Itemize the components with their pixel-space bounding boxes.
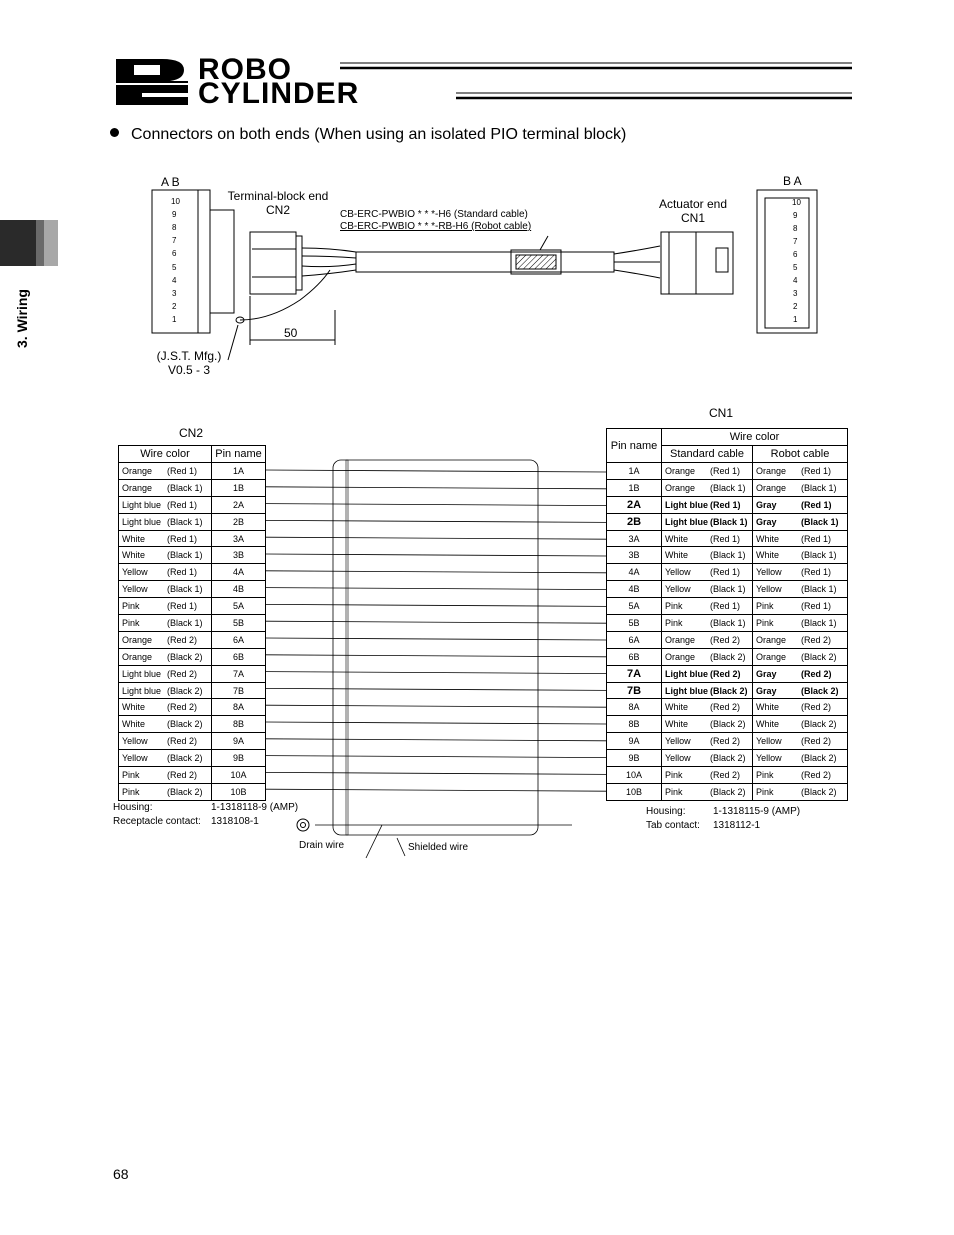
wire-line [266, 655, 606, 657]
wire-color-tag: (Black 2) [167, 786, 203, 797]
wire-color-tag: (Black 1) [801, 584, 837, 595]
cn2-contact-value: 1318108-1 [211, 816, 259, 827]
wire-color-tag: (Red 1) [801, 499, 832, 510]
right-pin-1: 1 [793, 315, 798, 324]
shielded-wire-label: Shielded wire [408, 842, 469, 853]
cn1-housing-label: Housing: [646, 806, 686, 817]
wire-color-tag: (Red 1) [710, 533, 741, 544]
wire-line [266, 571, 606, 573]
right-pin-4: 4 [793, 276, 798, 285]
wire-color-tag: (Red 1) [710, 567, 741, 578]
wire-color-name: Yellow [122, 736, 148, 747]
wire-color-tag: (Black 1) [801, 516, 839, 527]
cn1-pin-name: 1A [607, 463, 662, 480]
cn2-pin-name: 3A [212, 530, 266, 547]
wire-color-name: Gray [756, 499, 777, 510]
left-pin-6: 6 [172, 249, 177, 258]
wire-color-tag: (Black 2) [710, 753, 746, 764]
wire-color-tag: (Red 1) [801, 601, 832, 612]
wire-color-name: Yellow [122, 753, 148, 764]
wire-color-name: Light blue [665, 516, 708, 527]
wire-color-name: White [122, 702, 146, 713]
wire-line [266, 621, 606, 623]
cn1-housing-value: 1-1318115-9 (AMP) [713, 806, 801, 817]
wire-color-name: White [665, 719, 689, 730]
wire-color-tag: (Red 1) [801, 533, 832, 544]
wire-color-tag: (Red 2) [801, 736, 832, 747]
wire-color-name: Light blue [122, 499, 162, 510]
cn1-pin-name: 10A [607, 767, 662, 784]
wire-line [266, 504, 606, 506]
wire-color-name: Pink [665, 786, 683, 797]
wire-color-name: White [756, 533, 780, 544]
wire-color-name: Pink [665, 769, 683, 780]
wire-color-tag: (Red 2) [801, 668, 832, 679]
wire-color-tag: (Red 1) [167, 601, 198, 612]
wire-color-tag: (Black 1) [167, 516, 203, 527]
cn2-header-pin-name: Pin name [212, 446, 266, 463]
wire-color-tag: (Red 2) [710, 736, 741, 747]
terminal-end-line-2: CN2 [265, 203, 290, 217]
wire-color-name: Yellow [756, 753, 782, 764]
wire-line [266, 722, 606, 724]
wire-color-name: White [756, 702, 780, 713]
wire-line [266, 604, 606, 606]
wire-color-name: Pink [756, 786, 774, 797]
wire-color-name: Yellow [122, 584, 148, 595]
wire-color-tag: (Black 2) [801, 753, 837, 764]
wire-line [266, 588, 606, 590]
page-number: 68 [113, 1166, 129, 1182]
drain-wire-label: Drain wire [299, 840, 345, 851]
wire-color-tag: (Black 2) [801, 786, 837, 797]
terminal-end-line-1: Terminal-block end [227, 189, 329, 203]
wire-line [266, 672, 606, 674]
wire-line [266, 756, 606, 758]
wire-color-name: Light blue [665, 685, 708, 696]
cn2-pin-name: 4A [212, 564, 266, 581]
dimension-value: 50 [284, 326, 298, 340]
wire-color-tag: (Red 2) [167, 769, 198, 780]
wire-color-name: Orange [756, 465, 787, 476]
shielded-wire-leader [397, 838, 405, 856]
wire-color-name: White [756, 719, 780, 730]
wire-color-tag: (Black 1) [710, 584, 746, 595]
wire-color-tag: (Red 2) [710, 702, 741, 713]
wire-color-name: White [122, 550, 146, 561]
drain-wire-leader [366, 825, 382, 858]
jst-line-2: V0.5 - 3 [167, 363, 211, 377]
cn2-pin-name: 9B [212, 750, 266, 767]
wire-color-tag: (Red 1) [710, 465, 741, 476]
wire-color-tag: (Black 2) [167, 651, 203, 662]
cn1-pin-name: 6B [607, 648, 662, 665]
cn2-pin-name: 2A [212, 496, 266, 513]
wire-color-tag: (Black 2) [710, 651, 746, 662]
wire-color-name: Orange [665, 465, 696, 476]
wire-color-tag: (Red 1) [710, 601, 741, 612]
wire-color-tag: (Red 1) [801, 465, 832, 476]
wire-color-name: Orange [122, 634, 153, 645]
wire-color-name: Yellow [122, 567, 148, 578]
cn1-header-robot: Robot cable [753, 446, 848, 463]
wire-color-tag: (Red 2) [710, 769, 741, 780]
wire-color-name: Light blue [122, 668, 162, 679]
cn2-pin-name: 10B [212, 783, 266, 800]
cn2-pin-name: 1B [212, 479, 266, 496]
wire-line [266, 789, 606, 791]
cn1-pin-name: 9A [607, 733, 662, 750]
cn2-housing-label: Housing: [113, 802, 153, 813]
wire-color-tag: (Red 2) [167, 668, 198, 679]
wire-color-tag: (Black 2) [167, 753, 203, 764]
wire-color-tag: (Black 1) [710, 482, 746, 493]
wire-color-name: Yellow [665, 736, 691, 747]
wire-color-name: Yellow [665, 567, 691, 578]
wire-color-name: White [665, 550, 689, 561]
cn1-header-pin-name: Pin name [607, 429, 662, 463]
wire-color-tag: (Red 2) [710, 668, 741, 679]
right-pin-9: 9 [793, 211, 798, 220]
cn1-header-wire-color: Wire color [662, 429, 848, 446]
cn1-pin-name: 7B [607, 682, 662, 699]
wire-color-name: White [665, 702, 689, 713]
wire-color-name: Yellow [756, 736, 782, 747]
right-pin-8: 8 [793, 224, 798, 233]
actuator-end-line-2: CN1 [680, 211, 705, 225]
wire-color-name: Light blue [122, 516, 162, 527]
wire-color-name: Orange [756, 482, 787, 493]
wire-color-tag: (Black 2) [710, 786, 746, 797]
wire-color-tag: (Red 2) [167, 702, 198, 713]
wire-line [266, 772, 606, 774]
cn1-header-standard: Standard cable [662, 446, 753, 463]
cn2-pin-name: 5A [212, 598, 266, 615]
logo-line-2: CYLINDER [198, 77, 360, 110]
wire-color-tag: (Black 1) [710, 516, 748, 527]
wire-line [266, 487, 606, 489]
wire-color-name: White [756, 550, 780, 561]
wire-color-name: Orange [122, 651, 153, 662]
wire-color-tag: (Black 1) [801, 617, 837, 628]
cn1-pin-name: 8A [607, 699, 662, 716]
wire-color-name: Light blue [122, 685, 162, 696]
shield-inner-line [346, 460, 348, 835]
cable-robot-label: CB-ERC-PWBIO * * *-RB-H6 (Robot cable) [340, 221, 532, 232]
cn1-pin-name: 3A [607, 530, 662, 547]
wire-line [266, 638, 606, 640]
wire-color-name: Pink [122, 617, 140, 628]
wire-color-tag: (Red 1) [801, 567, 832, 578]
cn1-pin-name: 8B [607, 716, 662, 733]
wire-color-tag: (Black 1) [167, 584, 203, 595]
wire-color-name: Pink [756, 601, 774, 612]
cn1-pin-name: 2B [607, 513, 662, 530]
wire-color-tag: (Black 1) [167, 550, 203, 561]
cn1-contact-value: 1318112-1 [713, 820, 761, 831]
wire-color-name: Orange [756, 651, 787, 662]
cn1-pin-name: 1B [607, 479, 662, 496]
wire-line [266, 705, 606, 707]
right-pin-10: 10 [792, 198, 801, 207]
wire-color-name: Orange [665, 482, 696, 493]
cn1-pin-name: 9B [607, 750, 662, 767]
wire-color-tag: (Red 1) [167, 533, 198, 544]
cn1-pin-name: 4A [607, 564, 662, 581]
cn2-pin-name: 8B [212, 716, 266, 733]
wire-line [266, 554, 606, 556]
right-pin-6: 6 [793, 250, 798, 259]
wire-color-name: Yellow [665, 584, 691, 595]
cn2-pin-name: 1A [212, 463, 266, 480]
right-pin-3: 3 [793, 289, 798, 298]
wire-color-tag: (Red 1) [167, 499, 198, 510]
cn2-pin-name: 6B [212, 648, 266, 665]
wire-color-name: Pink [122, 786, 140, 797]
wire-color-name: Pink [756, 617, 774, 628]
left-pin-5: 5 [172, 263, 177, 272]
left-pin-9: 9 [172, 210, 177, 219]
wire-color-name: White [122, 533, 146, 544]
cn2-housing-value: 1-1318118-9 (AMP) [211, 802, 299, 813]
cn1-contact-label: Tab contact: [646, 820, 700, 831]
wire-color-tag: (Red 2) [167, 736, 198, 747]
wire-color-name: Gray [756, 516, 777, 527]
drain-ring-terminal-icon [297, 819, 309, 831]
wire-color-tag: (Black 1) [167, 617, 203, 628]
left-pin-4: 4 [172, 276, 177, 285]
cn2-pin-name: 7B [212, 682, 266, 699]
wire-color-tag: (Red 1) [167, 465, 198, 476]
cn2-pin-name: 6A [212, 631, 266, 648]
left-pin-1: 1 [172, 315, 177, 324]
left-pin-2: 2 [172, 302, 177, 311]
wire-color-name: Pink [122, 769, 140, 780]
wire-color-tag: (Black 1) [167, 482, 203, 493]
wire-line [266, 470, 606, 472]
wire-color-name: Orange [122, 465, 153, 476]
wire-color-tag: (Red 2) [801, 769, 832, 780]
left-connector-ab-label: A B [161, 175, 180, 189]
cn1-pin-name: 5A [607, 598, 662, 615]
cn2-pin-name: 2B [212, 513, 266, 530]
left-pin-3: 3 [172, 289, 177, 298]
wire-color-tag: (Red 2) [167, 634, 198, 645]
cn2-pin-name: 9A [212, 733, 266, 750]
wire-color-tag: (Black 1) [710, 617, 746, 628]
right-connector-ba-label: B A [783, 174, 802, 188]
wire-line [266, 537, 606, 539]
cn1-pin-name: 3B [607, 547, 662, 564]
cn2-pin-name: 8A [212, 699, 266, 716]
cn2-header-wire-color: Wire color [119, 446, 212, 463]
wire-color-tag: (Black 2) [801, 685, 839, 696]
wire-color-tag: (Black 2) [710, 685, 748, 696]
wire-line [266, 688, 606, 690]
wire-color-tag: (Red 1) [710, 499, 741, 510]
cn2-pin-name: 5B [212, 615, 266, 632]
wire-color-tag: (Black 2) [801, 719, 837, 730]
side-chapter-label: 3. Wiring [14, 289, 30, 348]
wire-color-name: Orange [665, 651, 696, 662]
wire-color-tag: (Black 2) [801, 651, 837, 662]
wire-color-tag: (Red 2) [710, 634, 741, 645]
wire-color-name: Orange [756, 634, 787, 645]
left-pin-10: 10 [171, 197, 180, 206]
wire-color-tag: (Red 1) [167, 567, 198, 578]
right-pin-5: 5 [793, 263, 798, 272]
cn2-pin-name: 3B [212, 547, 266, 564]
cn2-contact-label: Receptacle contact: [113, 816, 201, 827]
jst-line-1: (J.S.T. Mfg.) [156, 349, 222, 363]
right-pin-7: 7 [793, 237, 798, 246]
wire-color-name: Yellow [665, 753, 691, 764]
cn1-pin-name: 5B [607, 615, 662, 632]
shield-outline [333, 460, 538, 835]
wire-color-tag: (Black 1) [801, 482, 837, 493]
wire-color-name: Pink [665, 601, 683, 612]
wire-color-name: Yellow [756, 584, 782, 595]
wire-color-name: Light blue [665, 499, 708, 510]
wire-color-name: White [665, 533, 689, 544]
actuator-end-line-1: Actuator end [658, 197, 728, 211]
wire-color-tag: (Black 1) [801, 550, 837, 561]
cn2-label: CN2 [179, 426, 204, 440]
cn1-pin-name: 4B [607, 581, 662, 598]
wire-color-name: Pink [122, 601, 140, 612]
cn2-pin-name: 10A [212, 767, 266, 784]
wire-color-name: Orange [665, 634, 696, 645]
wire-color-tag: (Black 2) [167, 719, 203, 730]
wire-color-name: Yellow [756, 567, 782, 578]
wire-color-tag: (Black 1) [710, 550, 746, 561]
cn1-label: CN1 [709, 406, 734, 420]
wire-line [266, 739, 606, 741]
wire-color-tag: (Red 2) [801, 634, 832, 645]
right-pin-2: 2 [793, 302, 798, 311]
cn1-pin-name: 7A [607, 665, 662, 682]
cn1-pin-name: 6A [607, 631, 662, 648]
wire-color-name: Gray [756, 668, 777, 679]
cn1-pin-name: 10B [607, 783, 662, 800]
cn2-pin-name: 7A [212, 665, 266, 682]
wire-line [266, 520, 606, 522]
wire-color-name: Pink [665, 617, 683, 628]
wire-color-name: Pink [756, 769, 774, 780]
cable-standard-label: CB-ERC-PWBIO * * *-H6 (Standard cable) [340, 209, 528, 220]
wire-color-name: White [122, 719, 146, 730]
wire-color-tag: (Black 2) [710, 719, 746, 730]
wire-color-name: Orange [122, 482, 153, 493]
drain-ring-hole-icon [301, 823, 306, 828]
wire-color-tag: (Black 2) [167, 685, 203, 696]
wire-color-name: Light blue [665, 668, 708, 679]
cn2-pin-name: 4B [212, 581, 266, 598]
wire-color-name: Gray [756, 685, 777, 696]
cn1-pin-name: 2A [607, 496, 662, 513]
logo-line-1: ROBO [198, 53, 292, 86]
left-pin-8: 8 [172, 223, 177, 232]
wire-color-tag: (Red 2) [801, 702, 832, 713]
left-pin-7: 7 [172, 236, 177, 245]
section-title-text: Connectors on both ends (When using an isolated PIO terminal block) [131, 126, 627, 143]
